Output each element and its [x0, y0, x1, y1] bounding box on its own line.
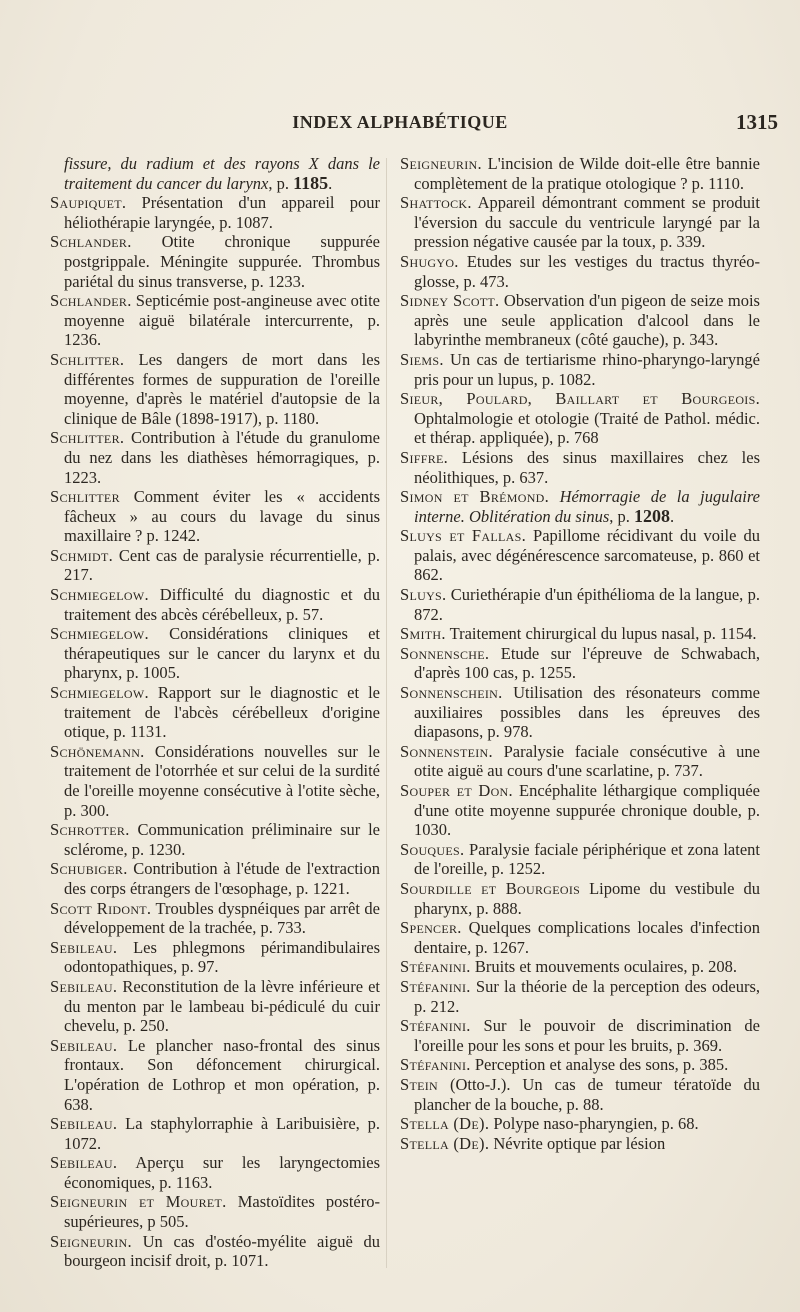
- entry-text: Un cas d'ostéo-myélite aiguë du bourgeon incisif droit, p. 1071.: [64, 1231, 380, 1271]
- entry-text: Traitement chirurgical du lupus nasal, p. 1154.: [445, 624, 757, 644]
- left-column: [50, 154, 380, 1271]
- author-name: Siffre.: [400, 447, 449, 467]
- index-entry: [400, 252, 760, 291]
- entry-text: Les phlegmons périmandibulaires odontopathiques, p. 97.: [64, 937, 380, 977]
- page-number: 1315: [736, 110, 778, 134]
- author-name: Stéfanini.: [400, 976, 471, 996]
- entry-text: Cent cas de paralysie récurrentielle, p. 217.: [64, 545, 380, 585]
- index-entry: [50, 193, 380, 232]
- entry-text: Névrite optique par lésion: [489, 1133, 666, 1153]
- author-name: Saupiquet.: [50, 193, 127, 213]
- author-name: Sebileau.: [50, 1035, 118, 1055]
- entry-text: Encéphalite léthargique compliquée d'une otite moyenne suppurée chronique double, p. 1030.: [414, 781, 760, 840]
- author-name: Stella (De).: [400, 1114, 490, 1134]
- entry-text: Difficulté du diagnostic et du traitement des abcès cérébelleux, p. 57.: [64, 585, 380, 624]
- author-name: Schlander.: [50, 291, 132, 311]
- author-name: Spencer.: [400, 918, 462, 938]
- index-entry: [50, 899, 380, 938]
- entry-text: La staphylorraphie à Laribuisière, p. 1072.: [64, 1114, 380, 1153]
- index-entry: [400, 585, 760, 624]
- entry-text: Perception et analyse des sons, p. 385.: [470, 1055, 729, 1075]
- author-name: Sebileau.: [50, 1153, 118, 1173]
- author-name: Sidney Scott.: [400, 291, 500, 311]
- index-entry: [400, 291, 760, 350]
- index-entry: [400, 448, 760, 487]
- index-entry: [50, 977, 380, 1036]
- author-name: Shattock.: [400, 193, 472, 213]
- entry-text: Troubles dyspnéiques par arrêt de développement de la trachée, p. 733.: [64, 898, 380, 938]
- author-name: Souper et Don.: [400, 781, 513, 800]
- index-entry: [50, 487, 380, 546]
- index-entry: [400, 879, 760, 918]
- entry-text: Rapport sur le diagnostic et le traitement de l'abcès cérébelleux d'origine otique, p. 1131.: [64, 683, 380, 742]
- entry-text: Les dangers de mort dans les différentes formes de suppuration de l'oreille moyenne, d'après le matériel d'autopsie de la clinique de Bâle (1898-1917), p. 1180.: [64, 349, 380, 428]
- index-entry: [50, 1192, 380, 1231]
- author-name: Schmiegelow.: [50, 683, 149, 703]
- author-name: Simon et Brémond.: [400, 487, 550, 507]
- author-name: Shugyo.: [400, 251, 459, 271]
- author-name: Schmiegelow.: [50, 624, 149, 644]
- entry-text: Reconstitution de la lèvre inférieure et du menton par le lambeau bi-pédiculé du cuir chevelu, p. 250.: [64, 976, 380, 1036]
- entry-text: Etudes sur les vestiges du tractus thyréo-glosse, p. 473.: [414, 251, 760, 291]
- author-name: Stein: [400, 1074, 438, 1094]
- author-name: Schlitter.: [50, 428, 125, 448]
- author-name: Stéfanini.: [400, 1055, 471, 1075]
- author-name: Schönemann.: [50, 741, 145, 761]
- entry-text: Communication préliminaire sur le sclérome, p. 1230.: [64, 820, 380, 859]
- index-entry: [400, 683, 760, 742]
- entry-text: Lipome du vestibule du pharynx, p. 888.: [414, 878, 760, 918]
- index-entry: [400, 1055, 760, 1075]
- index-entry: [400, 742, 760, 781]
- index-entry: [50, 1232, 380, 1271]
- index-entry: [50, 546, 380, 585]
- index-entry: [400, 977, 760, 1016]
- index-entry: [50, 291, 380, 350]
- entry-page-bold: 1208: [634, 505, 670, 526]
- entry-page-prefix: , p.: [268, 173, 294, 193]
- entry-text: Papillome récidivant du voile du palais, avec dégénérescence sarcomateuse, p. 860 et 862.: [414, 526, 760, 585]
- entry-text: Sur la théorie de la perception des odeurs, p. 212.: [414, 976, 760, 1016]
- index-entry: [50, 232, 380, 291]
- author-name: Stella (De).: [400, 1133, 490, 1153]
- entry-page-bold: 1185: [293, 172, 329, 193]
- entry-text: Polype naso-pharyngien, p. 68.: [489, 1114, 699, 1134]
- index-entry: [400, 957, 760, 977]
- entry-text: Utilisation des résonateurs comme auxiliaires possibles dans les épreuves des diapasons, p. 978.: [414, 683, 760, 742]
- index-entry: [50, 428, 380, 487]
- index-entry: [400, 389, 760, 448]
- entry-text: Sur le pouvoir de discrimination de l'oreille pour les sons et pour les bruits, p. 369.: [414, 1016, 760, 1055]
- author-name: Siems.: [400, 349, 444, 369]
- author-name: Sebileau.: [50, 976, 118, 996]
- author-name: Schmidt.: [50, 545, 114, 565]
- author-name: Stéfanini.: [400, 957, 471, 977]
- entry-text: L'incision de Wilde doit-elle être bannie complètement de la pratique otologique ? p. 1110.: [414, 154, 760, 193]
- author-name: Sebileau.: [50, 937, 118, 957]
- entry-text: Présentation d'un appareil pour héliothérapie laryngée, p. 1087.: [64, 193, 380, 232]
- author-name: Seigneurin.: [50, 1231, 132, 1251]
- entry-text: Bruits et mouvements oculaires, p. 208.: [470, 957, 737, 977]
- entry-text: Un cas de tertiarisme rhino-pharyngo-laryngé pris pour un lupus, p. 1082.: [414, 349, 760, 389]
- author-name: Seigneurin et Mouret.: [50, 1192, 227, 1212]
- entry-text: Quelques complications locales d'infection dentaire, p. 1267.: [414, 918, 760, 957]
- author-name: Sluys et Fallas.: [400, 526, 526, 546]
- index-entry: [400, 487, 760, 526]
- column-divider: [386, 158, 387, 1268]
- author-name: Seigneurin.: [400, 154, 482, 173]
- entry-text: Paralysie faciale consécutive à une otite aiguë au cours d'une scarlatine, p. 737.: [414, 741, 760, 781]
- entry-text: Appareil démontrant comment se produit l'éversion du saccule du ventricule laryngé par la pression négative causée par la toux, p. 339.: [414, 193, 760, 252]
- index-entry: [50, 1153, 380, 1192]
- index-entry: [50, 683, 380, 742]
- index-entry: [50, 1114, 380, 1153]
- entry-text: Observation d'un pigeon de seize mois après une seule application d'alcool dans le labyrinthe membraneux (côté gauche), p. 343.: [414, 291, 760, 350]
- index-entry: [50, 624, 380, 683]
- index-entry: [400, 1114, 760, 1134]
- author-name: Sieur, Poulard, Baillart et Bourgeois.: [400, 389, 760, 409]
- author-name: Stéfanini.: [400, 1016, 471, 1036]
- entry-text: [549, 487, 560, 506]
- entry-text: Paralysie faciale périphérique et zona latent de l'oreille, p. 1252.: [414, 839, 760, 879]
- entry-end: .: [328, 173, 333, 193]
- entry-italic-title: fissure, du radium et des rayons X dans le traitement du cancer du larynx: [64, 154, 380, 193]
- entry-text: Ophtalmologie et otologie (Traité de Pathol. médic. et thérap. appliquée), p. 768: [414, 408, 760, 448]
- entry-text: Contribution à l'étude du granulome du nez dans les diathèses hémorragiques, p. 1223.: [64, 428, 380, 487]
- index-entry: [400, 526, 760, 585]
- entry-italic-title: Hémorragie de la jugulaire interne. Oblitération du sinus: [414, 487, 760, 526]
- index-entry: [400, 154, 760, 193]
- index-entry: [400, 350, 760, 389]
- running-title: INDEX ALPHABÉTIQUE: [292, 112, 508, 132]
- author-name: Sonnenschein.: [400, 683, 503, 703]
- entry-text: Considérations cliniques et thérapeutiques sur le cancer du larynx et du pharynx, p. 1005.: [64, 624, 380, 683]
- entry-text: (Otto-J.). Un cas de tumeur tératoïde du plancher de la bouche, p. 88.: [414, 1074, 760, 1114]
- entry-text: Septicémie post-angineuse avec otite moyenne aiguë bilatérale intercurrente, p. 1236.: [64, 291, 380, 350]
- index-entry: [50, 1036, 380, 1114]
- author-name: Schmiegelow.: [50, 585, 149, 605]
- author-name: Smith.: [400, 624, 446, 644]
- author-name: Schrotter.: [50, 820, 130, 840]
- author-name: Schubiger.: [50, 859, 128, 879]
- index-entry: [50, 859, 380, 898]
- index-entry: [50, 820, 380, 859]
- entry-text: Lésions des sinus maxillaires chez les néolithiques, p. 637.: [414, 447, 760, 487]
- author-name: Schlitter.: [50, 349, 125, 369]
- author-name: Sourdille et Bourgeois: [400, 878, 581, 898]
- entry-text: Considérations nouvelles sur le traitement de l'otorrhée et sur celui de la surdité de l'oreille moyenne consécutive à l'otite sèche, p. 300.: [64, 741, 380, 820]
- entry-text: Comment éviter les « accidents fâcheux » au cours du lavage du sinus maxillaire ? p. 1242.: [64, 487, 380, 546]
- entry-text: Etude sur l'épreuve de Schwabach, d'après 100 cas, p. 1255.: [414, 643, 760, 683]
- author-name: Sonnenstein.: [400, 741, 493, 761]
- author-name: Sonnensche.: [400, 643, 490, 663]
- entry-text: Mastoïdites postéro-supérieures, p 505.: [64, 1192, 380, 1232]
- author-name: Schlitter: [50, 487, 120, 507]
- entry-text: Contribution à l'étude de l'extraction des corps étrangers de l'œsophage, p. 1221.: [64, 859, 380, 898]
- entry-end: .: [670, 506, 675, 526]
- entry-text: Le plancher naso-frontal des sinus frontaux. Son défoncement chirurgical. L'opération de Lothrop et mon opération, p. 638.: [64, 1035, 380, 1114]
- index-entry: [400, 1075, 760, 1114]
- author-name: Scott Ridont.: [50, 898, 152, 918]
- index-entry: [50, 154, 380, 193]
- index-entry: [50, 585, 380, 624]
- right-column: [400, 154, 760, 1153]
- page-header: [0, 112, 800, 142]
- index-entry: [50, 742, 380, 820]
- index-entry: [400, 918, 760, 957]
- author-name: Sebileau.: [50, 1114, 118, 1134]
- index-entry: [400, 193, 760, 252]
- index-entry: [400, 644, 760, 683]
- index-entry: [400, 624, 760, 644]
- index-entry: [400, 1016, 760, 1055]
- index-entry: [400, 1134, 760, 1154]
- entry-page-prefix: , p.: [609, 506, 634, 526]
- entry-text: Otite chronique suppurée postgrippale. Méningite suppurée. Thrombus pariétal du sinus transverse, p. 1233.: [64, 232, 380, 291]
- index-entry: [400, 781, 760, 840]
- index-entry: [50, 350, 380, 428]
- index-entry: [400, 840, 760, 879]
- author-name: Schlander.: [50, 232, 132, 252]
- entry-text: Curiethérapie d'un épithélioma de la langue, p. 872.: [414, 585, 760, 624]
- author-name: Sluys.: [400, 585, 447, 605]
- index-entry: [50, 938, 380, 977]
- entry-text: Aperçu sur les laryngectomies économiques, p. 1163.: [64, 1153, 380, 1192]
- author-name: Souques.: [400, 839, 465, 859]
